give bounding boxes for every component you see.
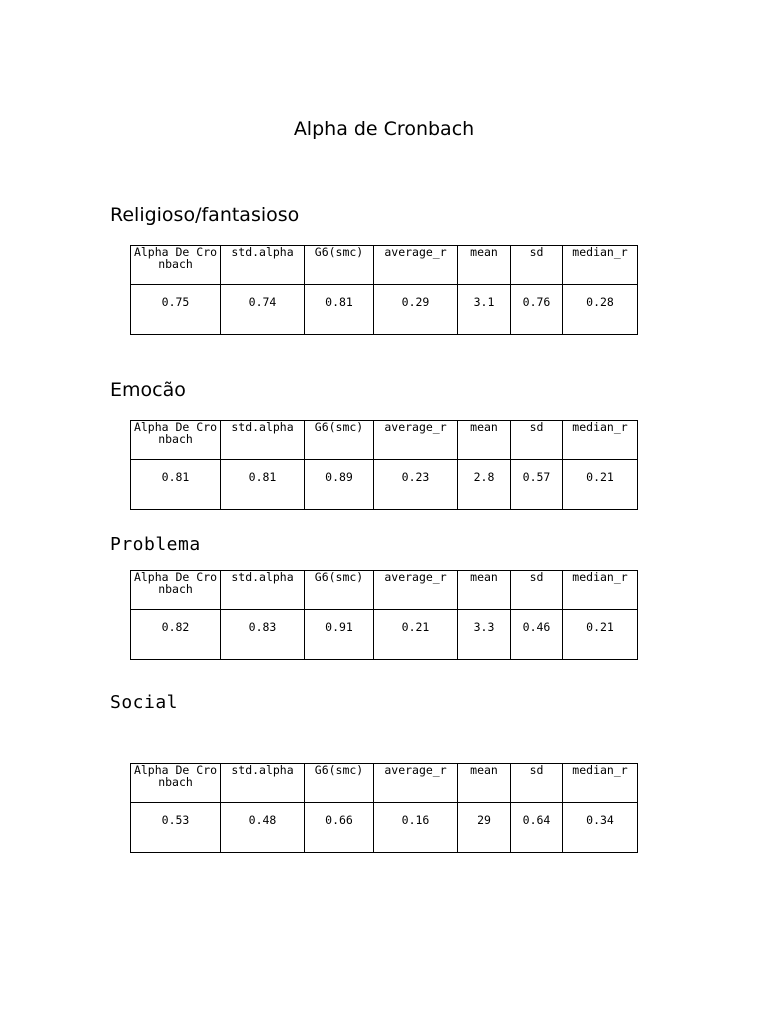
cell-std-alpha: 0.48 xyxy=(221,803,305,853)
col-header-g6: G6(smc) xyxy=(305,571,374,610)
col-header-mean: mean xyxy=(458,421,511,460)
section-heading-emocao: Emocão xyxy=(110,379,186,401)
section-heading-religioso: Religioso/fantasioso xyxy=(110,204,300,226)
col-header-median-r: median_r xyxy=(563,764,638,803)
cell-g6: 0.91 xyxy=(305,610,374,660)
cell-std-alpha: 0.83 xyxy=(221,610,305,660)
table-header-row xyxy=(131,421,638,460)
stats-table-problema xyxy=(130,570,638,660)
cell-alpha: 0.53 xyxy=(131,803,221,853)
cell-alpha: 0.81 xyxy=(131,460,221,510)
col-header-std-alpha: std.alpha xyxy=(221,246,305,285)
table-header-row xyxy=(131,571,638,610)
table-row xyxy=(131,803,638,853)
col-header-sd: sd xyxy=(511,421,563,460)
cell-mean: 29 xyxy=(458,803,511,853)
cell-sd: 0.46 xyxy=(511,610,563,660)
table-header-row xyxy=(131,246,638,285)
col-header-alpha: Alpha De Cronbach xyxy=(131,421,221,460)
cell-std-alpha: 0.74 xyxy=(221,285,305,335)
col-header-average-r: average_r xyxy=(374,246,458,285)
cell-average-r: 0.16 xyxy=(374,803,458,853)
col-header-alpha: Alpha De Cronbach xyxy=(131,571,221,610)
cell-mean: 2.8 xyxy=(458,460,511,510)
cell-g6: 0.89 xyxy=(305,460,374,510)
col-header-average-r: average_r xyxy=(374,764,458,803)
col-header-median-r: median_r xyxy=(563,421,638,460)
cell-average-r: 0.23 xyxy=(374,460,458,510)
cell-average-r: 0.21 xyxy=(374,610,458,660)
cell-median-r: 0.28 xyxy=(563,285,638,335)
cell-alpha: 0.82 xyxy=(131,610,221,660)
col-header-median-r: median_r xyxy=(563,246,638,285)
col-header-mean: mean xyxy=(458,764,511,803)
col-header-mean: mean xyxy=(458,571,511,610)
col-header-std-alpha: std.alpha xyxy=(221,421,305,460)
col-header-g6: G6(smc) xyxy=(305,246,374,285)
col-header-average-r: average_r xyxy=(374,421,458,460)
cell-median-r: 0.21 xyxy=(563,460,638,510)
cell-median-r: 0.34 xyxy=(563,803,638,853)
table-row xyxy=(131,285,638,335)
cell-alpha: 0.75 xyxy=(131,285,221,335)
col-header-alpha: Alpha De Cronbach xyxy=(131,246,221,285)
cell-g6: 0.81 xyxy=(305,285,374,335)
cell-std-alpha: 0.81 xyxy=(221,460,305,510)
col-header-std-alpha: std.alpha xyxy=(221,764,305,803)
col-header-mean: mean xyxy=(458,246,511,285)
table-row xyxy=(131,610,638,660)
col-header-median-r: median_r xyxy=(563,571,638,610)
col-header-sd: sd xyxy=(511,571,563,610)
table-row xyxy=(131,460,638,510)
col-header-alpha: Alpha De Cronbach xyxy=(131,764,221,803)
col-header-g6: G6(smc) xyxy=(305,421,374,460)
cell-median-r: 0.21 xyxy=(563,610,638,660)
cell-mean: 3.1 xyxy=(458,285,511,335)
stats-table-social xyxy=(130,763,638,853)
cell-g6: 0.66 xyxy=(305,803,374,853)
col-header-std-alpha: std.alpha xyxy=(221,571,305,610)
section-heading-problema: Problema xyxy=(110,534,201,555)
page-title: Alpha de Cronbach xyxy=(293,118,475,140)
col-header-sd: sd xyxy=(511,246,563,285)
table-header-row xyxy=(131,764,638,803)
cell-average-r: 0.29 xyxy=(374,285,458,335)
cell-sd: 0.64 xyxy=(511,803,563,853)
col-header-g6: G6(smc) xyxy=(305,764,374,803)
col-header-average-r: average_r xyxy=(374,571,458,610)
cell-mean: 3.3 xyxy=(458,610,511,660)
section-heading-social: Social xyxy=(110,692,179,713)
col-header-sd: sd xyxy=(511,764,563,803)
stats-table-religioso xyxy=(130,245,638,335)
cell-sd: 0.76 xyxy=(511,285,563,335)
stats-table-emocao xyxy=(130,420,638,510)
cell-sd: 0.57 xyxy=(511,460,563,510)
